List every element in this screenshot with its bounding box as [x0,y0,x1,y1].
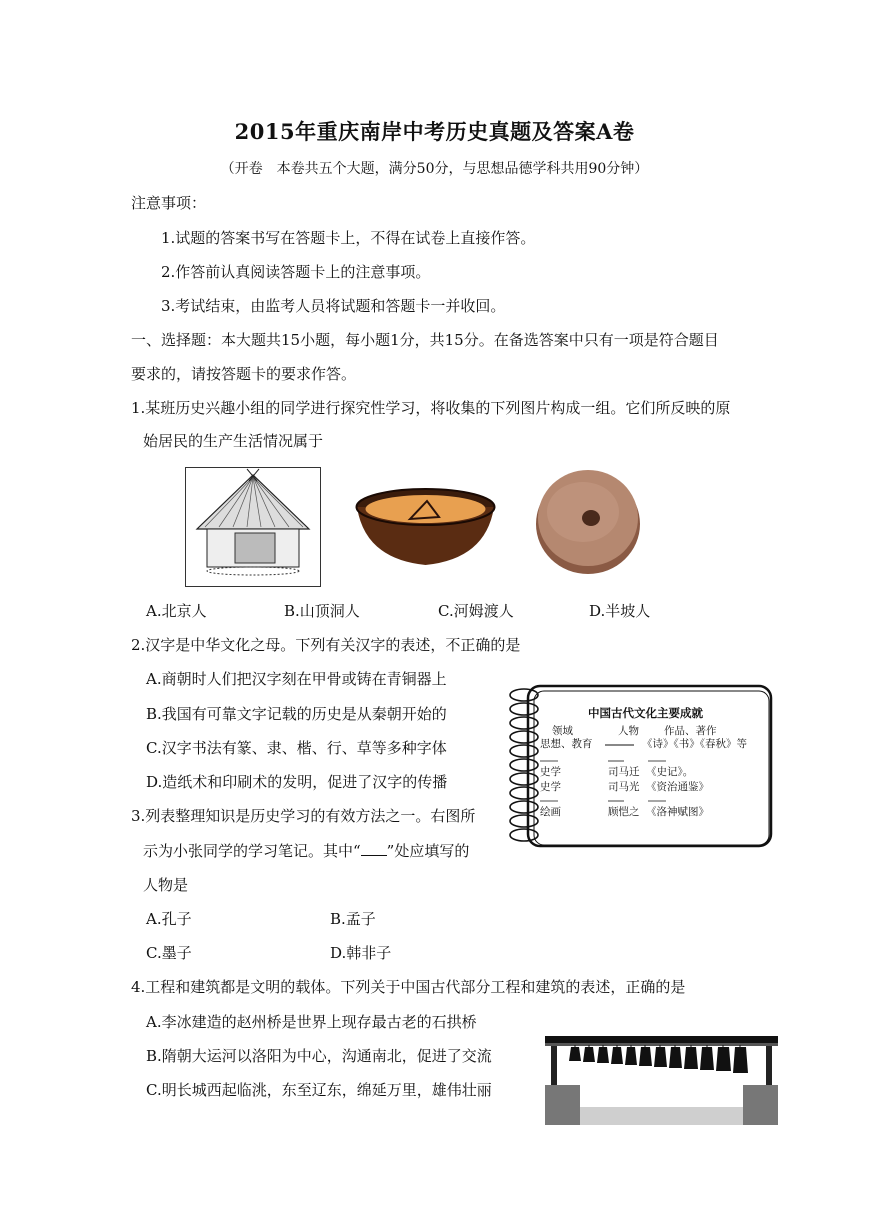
notebook-cell: 《诗》《书》《春秋》等 [642,738,747,750]
option-c: C.墨子 [146,944,192,962]
page-title: 2015年重庆南岸中考历史真题及答案A卷 [234,119,635,144]
notebook-cell: 司马迁 [608,766,640,778]
question-4-stem: 4.工程和建筑都是文明的载体。下列关于中国古代部分工程和建筑的表述，正确的是 [131,978,686,996]
option-c: C.河姆渡人 [438,602,514,620]
notebook-cell: 《洛神赋图》 [646,806,709,818]
notebook-header-field: 领域 [552,725,573,737]
question-3-stem-cont [143,841,469,861]
option-c: C.汉字书法有篆、隶、楷、行、草等多种字体 [146,739,447,757]
notebook-title: 中国古代文化主要成就 [588,706,703,720]
question-3-text-a: 示为小张同学的学习笔记。其中“ [143,842,361,860]
option-b: B.孟子 [330,910,376,928]
exam-subtitle: （开卷 本卷共五个大题，满分50分，与思想品德学科共用90分钟） [220,161,649,177]
option-b: B.隋朝大运河以洛阳为中心，沟通南北，促进了交流 [146,1047,492,1065]
option-a: A.商朝时人们把汉字刻在甲骨或铸在青铜器上 [146,670,447,688]
notebook-cell: 史学 [540,781,561,793]
answer-blank [361,841,387,856]
option-c: C.明长城西起临洮，东至辽东，绵延万里，雄伟壮丽 [146,1081,492,1099]
option-a: A.李冰建造的赵州桥是世界上现存最古老的石拱桥 [146,1013,477,1031]
notebook-header-works: 作品、著作 [664,725,717,737]
option-d: D.造纸术和印刷术的发明，促进了汉字的传播 [146,773,448,791]
notebook-cell: 司马光 [608,781,640,793]
notice-item: 1.试题的答案书写在答题卡上，不得在试卷上直接作答。 [161,229,536,247]
study-notebook [500,683,775,851]
stone-disc-photo [533,464,643,578]
option-d: D.韩非子 [330,944,392,962]
notice-heading: 注意事项： [131,194,207,212]
notebook-cell: 史学 [540,766,561,778]
notebook-cell: 思想、教育 [540,738,593,750]
notebook-cell: 顾恺之 [608,806,640,818]
section-heading-line2: 要求的，请按答题卡的要求作答。 [131,365,357,383]
notebook-cell: 绘画 [540,806,561,818]
question-1-stem-cont: 始居民的生产生活情况属于 [143,432,324,450]
option-b: B.山顶洞人 [284,602,360,620]
question-3-stem-cont: 人物是 [143,876,189,894]
section-heading-line1: 一、选择题：本大题共15小题，每小题1分，共15分。在备选答案中只有一项是符合题目 [131,331,719,349]
question-3-text-b: ”处应填写的 [386,842,470,860]
question-2-stem: 2.汉字是中华文化之母。下列有关汉字的表述，不正确的是 [131,636,521,654]
notebook-header-person: 人物 [618,725,639,737]
option-a: A.北京人 [146,602,207,620]
option-a: A.孔子 [146,910,192,928]
question-1-stem: 1.某班历史兴趣小组的同学进行探究性学习，将收集的下列图片构成一组。它们所反映的原 [131,399,731,417]
notebook-cell: 《史记》。 [646,766,694,778]
question-3-stem: 3.列表整理知识是历史学习的有效方法之一。右图所 [131,807,476,825]
notice-item: 3.考试结束，由监考人员将试题和答题卡一并收回。 [161,297,506,315]
notice-item: 2.作答前认真阅读答题卡上的注意事项。 [161,263,431,281]
chime-bells-photo [545,1033,778,1128]
option-d: D.半坡人 [589,602,651,620]
pottery-bowl-photo [355,487,496,567]
notebook-cell: 《资治通鉴》 [646,781,709,793]
hut-illustration [185,467,321,587]
option-b: B.我国有可靠文字记载的历史是从秦朝开始的 [146,705,447,723]
